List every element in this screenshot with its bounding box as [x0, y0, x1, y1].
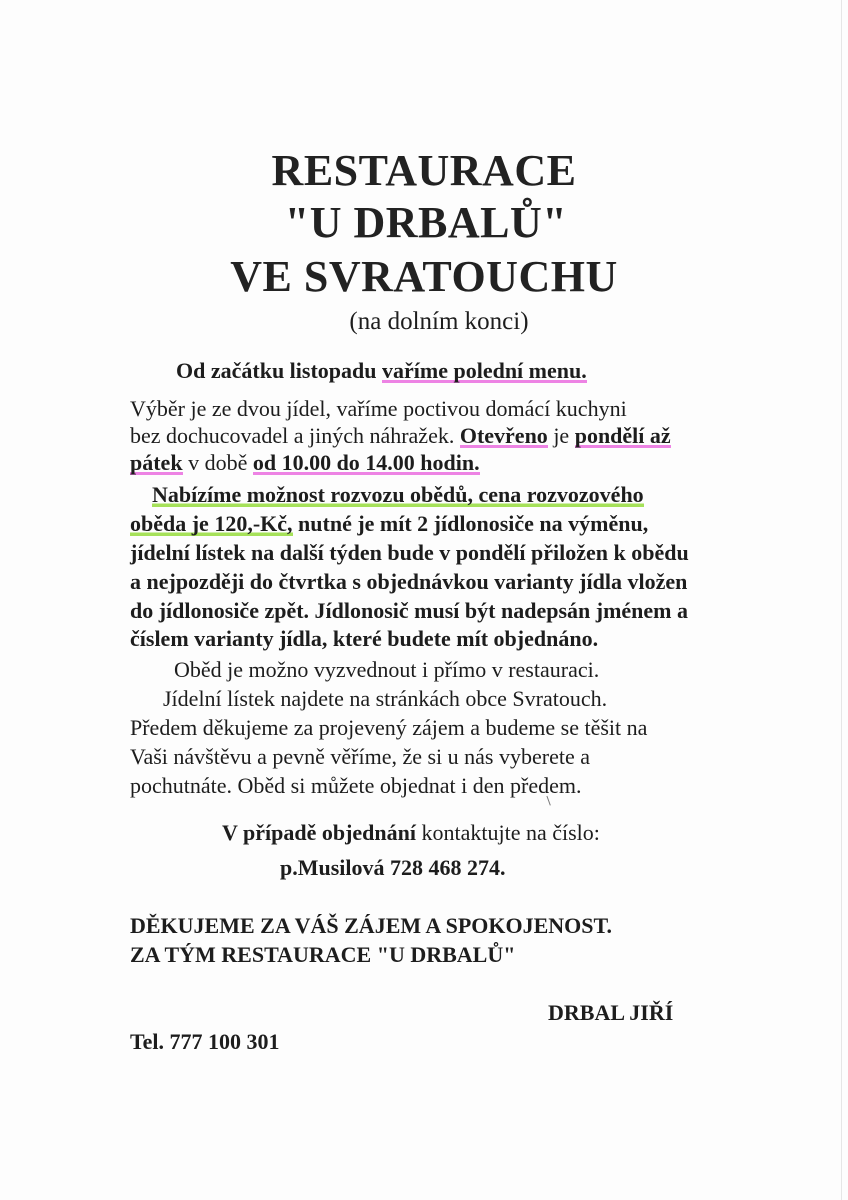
contact-line-1 [222, 818, 600, 848]
subtitle: (na dolním konci) [349, 308, 529, 335]
p2-l2-text: nutné je mít 2 jídlonosiče na výměnu, [292, 511, 649, 536]
p1-l3-text: bez dochucovadel a jiných náhražek. [130, 423, 460, 448]
contact-l1-text: kontaktujte na číslo: [415, 820, 600, 845]
p1-line-3 [130, 421, 671, 451]
p1-l1-highlight: vaříme polední menu. [382, 358, 587, 383]
contact-l1-bold: V případě objednání [222, 820, 416, 845]
title-line-1: RESTAURACE [271, 146, 577, 195]
title-line-3: VE SVRATOUCHU [230, 252, 618, 301]
p1-line-2: Výběr je ze dvou jídel, vaříme poctivou domácí kuchyni [130, 396, 627, 421]
p2-l2-price: oběda je 120,-Kč, [130, 511, 293, 536]
p3-line-1: Oběd je možno vyzvednout i přímo v restauraci. [174, 657, 600, 682]
p1-l4-text: v době [182, 450, 253, 475]
p1-l4-hours: od 10.00 do 14.00 hodin. [252, 450, 480, 475]
p2-line-5: do jídlonosiče zpět. Jídlonosič musí být nadepsán jménem a [130, 598, 688, 623]
p1-line-4 [130, 448, 480, 478]
p2-line-6: číslem varianty jídla, které budete mít objednáno. [130, 626, 599, 651]
signature: DRBAL JIŘÍ [548, 1000, 674, 1025]
p3-line-3: Předem děkujeme za projevený zájem a budeme se těšit na [130, 715, 648, 740]
p1-l3-open: Otevřeno [459, 423, 548, 448]
p3-line-5: pochutnáte. Oběd si můžete objednat i den předem. [130, 773, 582, 798]
p3-line-4: Vaši návštěvu a pevně věříme, že si u nás vyberete a [130, 744, 590, 769]
p1-l3-days: pondělí až [574, 423, 671, 448]
p2-line-2 [130, 509, 648, 539]
p1-l1-text: Od začátku listopadu [176, 358, 382, 383]
contact-line-2: p.Musilová 728 468 274. [280, 855, 506, 880]
p1-l4-friday: pátek [130, 450, 183, 475]
p2-line-4: a nejpozději do čtvrtka s objednávkou varianty jídla vložen [130, 569, 688, 594]
phone-number: Tel. 777 100 301 [130, 1029, 280, 1054]
p2-line-3: jídelní lístek na další týden bude v pondělí přiložen k obědu [130, 540, 689, 565]
p2-l1-highlight: Nabízíme možnost rozvozu obědů, cena rozvozového [152, 482, 644, 507]
closing-line-1: DĚKUJEME ZA VÁŠ ZÁJEM A SPOKOJENOST. [130, 913, 613, 938]
p1-line-1 [176, 356, 587, 386]
p2-line-1 [152, 480, 644, 510]
closing-line-2: ZA TÝM RESTAURACE "U DRBALŮ" [130, 942, 516, 967]
p1-l3-is: je [547, 423, 575, 448]
title-line-2: "U DRBALŮ" [284, 198, 568, 247]
p3-line-2: Jídelní lístek najdete na stránkách obce Svratouch. [163, 686, 608, 711]
